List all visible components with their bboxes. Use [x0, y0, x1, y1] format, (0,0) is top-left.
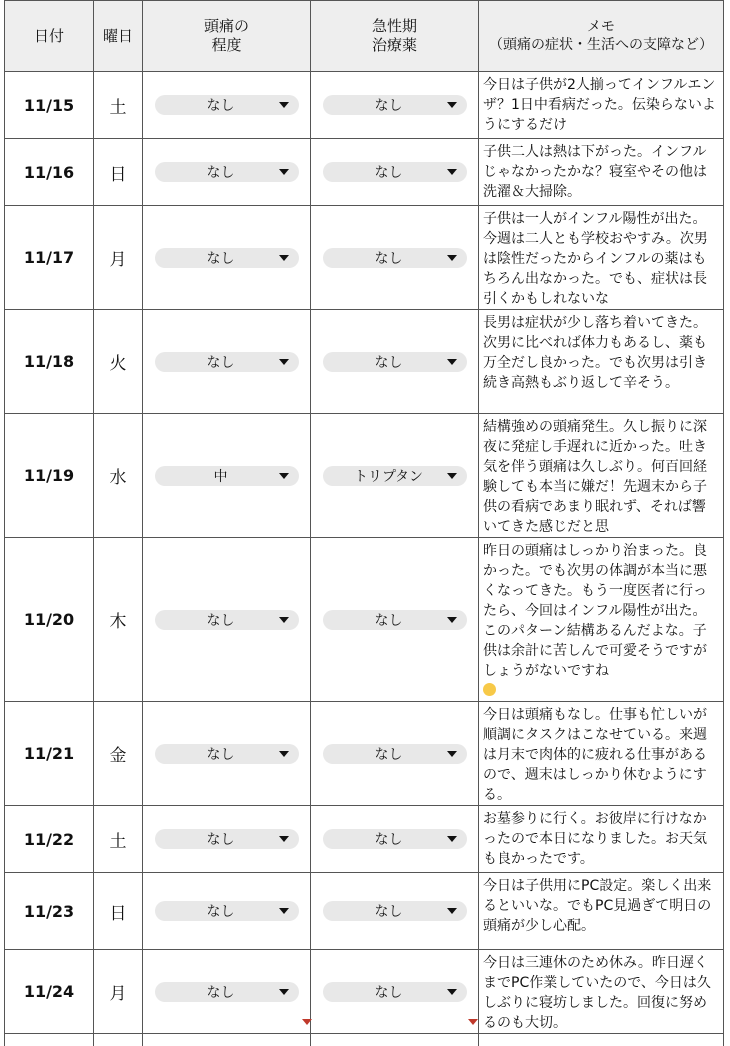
weekday-cell: 日	[94, 873, 143, 950]
medication-cell	[311, 139, 479, 206]
memo-text: 今日は頭痛もなし。仕事も忙しいが順調にタスクはこなせている。来週は月末で肉体的に疲れる仕事があるので、週末はしっかり休むようにする。	[483, 707, 707, 803]
severity-dropdown[interactable]	[155, 162, 299, 182]
date-cell: 11/15	[5, 72, 94, 139]
memo-cell[interactable]	[479, 206, 724, 310]
cell-marker-icon	[302, 1019, 312, 1025]
severity-dropdown[interactable]	[155, 829, 299, 849]
table-row	[5, 950, 724, 1034]
severity-dropdown[interactable]	[155, 466, 299, 486]
severity-cell	[143, 139, 311, 206]
medication-dropdown[interactable]	[323, 901, 467, 921]
triangle-down-icon[interactable]	[447, 169, 457, 175]
severity-cell	[143, 538, 311, 702]
severity-dropdown[interactable]	[155, 248, 299, 268]
date-cell: 11/24	[5, 950, 94, 1034]
date-cell: 11/20	[5, 538, 94, 702]
severity-value: なし	[206, 746, 235, 763]
medication-dropdown[interactable]	[323, 829, 467, 849]
memo-text: 今日は子供が2人揃ってインフルエンザ？1日中看病だった。伝染らないようにするだけ	[483, 77, 716, 133]
medication-cell	[311, 950, 479, 1034]
triangle-down-icon[interactable]	[447, 473, 457, 479]
medication-dropdown[interactable]	[323, 248, 467, 268]
table-row	[5, 414, 724, 538]
medication-cell	[311, 414, 479, 538]
date-cell: 11/18	[5, 310, 94, 414]
medication-cell	[311, 72, 479, 139]
medication-value: なし	[374, 612, 403, 629]
weekday-cell: 日	[94, 139, 143, 206]
severity-value: なし	[206, 250, 235, 267]
memo-cell[interactable]	[479, 538, 724, 702]
table-row	[5, 1034, 724, 1046]
triangle-down-icon[interactable]	[279, 255, 289, 261]
triangle-down-icon[interactable]	[279, 359, 289, 365]
memo-text: 今日は子供用にPC設定。楽しく出来るといいな。でもPC見過ぎて明日の頭痛が少し心配。	[483, 878, 712, 934]
weekday-cell: 木	[94, 538, 143, 702]
table-row	[5, 72, 724, 139]
headache-log-table	[4, 0, 724, 1046]
medication-dropdown[interactable]	[323, 95, 467, 115]
memo-cell[interactable]	[479, 950, 724, 1034]
triangle-down-icon[interactable]	[447, 836, 457, 842]
medication-cell	[311, 702, 479, 806]
triangle-down-icon[interactable]	[279, 473, 289, 479]
header-medication: 急性期 治療薬	[311, 1, 479, 72]
weekday-cell: 水	[94, 414, 143, 538]
severity-value: なし	[206, 832, 235, 848]
medication-value: なし	[374, 832, 403, 848]
medication-value: なし	[374, 165, 403, 181]
memo-cell[interactable]	[479, 310, 724, 414]
date-cell: 11/17	[5, 206, 94, 310]
triangle-down-icon[interactable]	[447, 359, 457, 365]
triangle-down-icon[interactable]	[279, 169, 289, 175]
triangle-down-icon[interactable]	[447, 102, 457, 108]
weekday-cell: 月	[94, 950, 143, 1034]
date-cell: 11/23	[5, 873, 94, 950]
memo-cell[interactable]	[479, 806, 724, 873]
weekday-cell: 土	[94, 806, 143, 873]
severity-cell	[143, 72, 311, 139]
weekday-cell: 金	[94, 702, 143, 806]
severity-value: なし	[206, 984, 235, 1001]
triangle-down-icon[interactable]	[279, 751, 289, 757]
severity-cell	[143, 310, 311, 414]
medication-cell	[311, 873, 479, 950]
medication-dropdown[interactable]	[323, 466, 467, 486]
triangle-down-icon[interactable]	[279, 989, 289, 995]
worried-face-icon	[483, 683, 496, 696]
medication-value: なし	[374, 98, 403, 114]
memo-text: お墓参りに行く。お彼岸に行けなかったので本日になりました。お天気も良かったです。	[483, 811, 707, 867]
date-cell: 11/21	[5, 702, 94, 806]
memo-cell[interactable]	[479, 72, 724, 139]
triangle-down-icon[interactable]	[279, 102, 289, 108]
severity-dropdown[interactable]	[155, 744, 299, 764]
severity-cell	[143, 950, 311, 1034]
medication-value: なし	[374, 984, 403, 1001]
date-cell: 11/22	[5, 806, 94, 873]
severity-dropdown[interactable]	[155, 352, 299, 372]
triangle-down-icon[interactable]	[447, 908, 457, 914]
table-row	[5, 310, 724, 414]
severity-dropdown[interactable]	[155, 95, 299, 115]
header-dow: 曜日	[94, 1, 143, 72]
header-date: 日付	[5, 1, 94, 72]
medication-dropdown[interactable]	[323, 610, 467, 630]
memo-text: 昨日の頭痛はしっかり治まった。良かった。でも次男の体調が本当に悪くなってきた。もう一度医者に行ったら、今回はインフル陽性が出た。このパターン結構あるんだよな。子供は余計に苦しんで可愛そうですがしょうがないですね	[483, 543, 707, 679]
header-severity: 頭痛の 程度	[143, 1, 311, 72]
medication-value: なし	[374, 250, 403, 267]
severity-cell	[143, 702, 311, 806]
table-row	[5, 139, 724, 206]
medication-value: トリプタン	[353, 468, 424, 485]
date-cell: 11/16	[5, 139, 94, 206]
medication-cell	[311, 206, 479, 310]
table-row	[5, 206, 724, 310]
severity-dropdown[interactable]	[155, 901, 299, 921]
severity-cell	[143, 414, 311, 538]
severity-cell	[143, 206, 311, 310]
medication-dropdown[interactable]	[323, 162, 467, 182]
medication-cell	[311, 538, 479, 702]
triangle-down-icon[interactable]	[279, 908, 289, 914]
memo-text: 今日は三連休のため休み。昨日遅くまでPC作業していたので、今日は久しぶりに寝坊しました。回復に努めるのも大切。	[483, 955, 711, 1031]
severity-value: なし	[206, 98, 235, 114]
triangle-down-icon[interactable]	[447, 751, 457, 757]
medication-dropdown[interactable]	[323, 744, 467, 764]
memo-cell[interactable]	[479, 873, 724, 950]
weekday-cell: 火	[94, 310, 143, 414]
memo-cell[interactable]	[479, 139, 724, 206]
medication-cell	[311, 310, 479, 414]
table-row	[5, 806, 724, 873]
severity-value: なし	[206, 904, 235, 920]
medication-value: なし	[374, 354, 403, 371]
memo-text: 子供は一人がインフル陽性が出た。今週は二人とも学校おやすみ。次男は陰性だったからインフルの薬はもちろん出なかった。でも、症状は長引くかもしれないな	[483, 211, 708, 307]
triangle-down-icon[interactable]	[279, 836, 289, 842]
severity-cell	[143, 873, 311, 950]
severity-dropdown[interactable]	[155, 982, 299, 1002]
triangle-down-icon[interactable]	[279, 617, 289, 623]
header-row	[5, 1, 724, 72]
severity-dropdown[interactable]	[155, 610, 299, 630]
memo-text: 結構強めの頭痛発生。久し振りに深夜に発症し手遅れに近かった。吐き気を伴う頭痛は久しぶり。何百回経験しても本当に嫌だ！先週末から子供の看病であまり眠れず、それば響いてきた感じだと思	[483, 419, 707, 535]
severity-value: 中	[213, 468, 228, 485]
medication-cell	[311, 806, 479, 873]
header-memo: メモ （頭痛の症状・生活への支障など）	[479, 1, 724, 72]
triangle-down-icon[interactable]	[447, 255, 457, 261]
triangle-down-icon[interactable]	[447, 989, 457, 995]
weekday-cell: 土	[94, 72, 143, 139]
memo-text: 長男は症状が少し落ち着いてきた。次男に比べれば体力もあるし、薬も万全だし良かった。でも次男は引き続き高熱もぶり返して辛そう。	[483, 315, 707, 391]
table-row	[5, 873, 724, 950]
medication-dropdown[interactable]	[323, 982, 467, 1002]
medication-value: なし	[374, 746, 403, 763]
table-row	[5, 538, 724, 702]
table-row	[5, 702, 724, 806]
date-cell: 11/19	[5, 414, 94, 538]
severity-value: なし	[206, 612, 235, 629]
severity-value: なし	[206, 354, 235, 371]
cell-marker-icon	[468, 1019, 478, 1025]
severity-cell	[143, 806, 311, 873]
triangle-down-icon[interactable]	[447, 617, 457, 623]
medication-dropdown[interactable]	[323, 352, 467, 372]
memo-text: 子供二人は熱は下がった。インフルじゃなかったかな？寝室やその他は洗濯＆大掃除。	[483, 144, 707, 200]
memo-cell[interactable]	[479, 702, 724, 806]
weekday-cell: 月	[94, 206, 143, 310]
severity-value: なし	[206, 165, 235, 181]
medication-value: なし	[374, 904, 403, 920]
memo-cell[interactable]	[479, 414, 724, 538]
